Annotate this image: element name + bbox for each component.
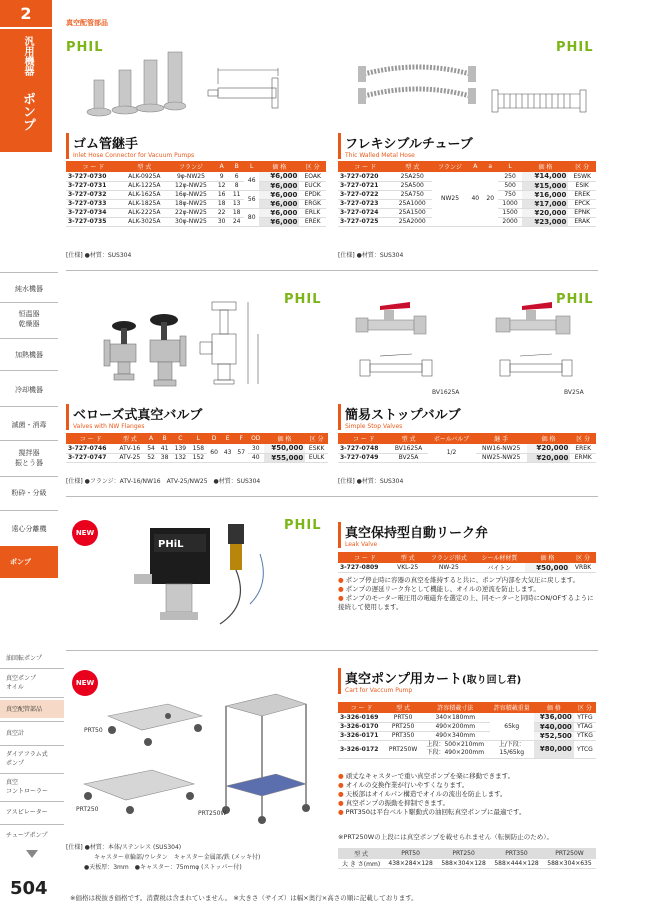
hose-subtitle: Inlet Hose Connector for Vacuum Pumps <box>73 152 195 159</box>
stop-valve-image-2 <box>490 296 580 344</box>
leak-table <box>338 552 596 573</box>
table-header: コ ー ド <box>338 161 392 172</box>
table-header: A <box>468 161 483 172</box>
sidebar-item-centrifuge[interactable]: 遠心分離機 <box>11 525 47 533</box>
brand-logo: PHIL <box>66 40 104 55</box>
table-header: 型 式 <box>392 161 432 172</box>
list-item: ● ポンプの遅延リーク弁として機能し、オイルの逆流を防止します。 <box>338 585 600 594</box>
table-row: 3-727-0731 ALK-1225A 12φ-NW25 12 8 ¥6,000 EUCK <box>66 181 326 190</box>
table-header: コ ー ド <box>66 433 115 444</box>
table-header: 許容積載寸法 <box>421 702 489 713</box>
table-row: 3-326-0171 PRT350 490×340mm ¥52,500 YTKG <box>338 731 596 740</box>
subnav-pump-oil[interactable]: 真空ポンプ オイル <box>6 675 37 691</box>
table-header: PRT50 <box>384 848 437 859</box>
cart-label-prt50: PRT50 <box>84 727 103 734</box>
table-header: 価 格 <box>534 702 574 713</box>
stop-valve-label-1: BV1625A <box>432 389 460 396</box>
table-row: 3-727-0720 25A250 NW25 40 20 250 ¥14,000 ESWK <box>338 172 596 181</box>
leak-features <box>338 576 600 612</box>
table-header: 価 格 <box>259 161 299 172</box>
cart-image-prt50 <box>98 686 208 752</box>
svg-text:PHiL: PHiL <box>158 539 184 550</box>
brand-logo: PHIL <box>284 518 322 533</box>
sidebar-item-pure-water[interactable]: 純水機器 <box>15 285 43 293</box>
table-header: 価 格 <box>527 433 571 444</box>
table-header: 継 手 <box>476 433 527 444</box>
stop-valve-drawings <box>350 346 590 386</box>
table-header: フランジ <box>168 161 214 172</box>
table-header: E <box>221 433 235 444</box>
list-item: ● オイルの交換作業が行いやすくなります。 <box>338 781 600 790</box>
new-badge: NEW <box>72 670 98 696</box>
table-header: 型 式 <box>115 433 144 444</box>
table-header: PRT250W <box>543 848 596 859</box>
bellows-spec: [仕様] ●フランジ：ATV-16/NW16 ATV-25/NW25 ●材質：SUS304 <box>66 478 261 485</box>
cart-features <box>338 772 600 817</box>
stop-valve-image-1 <box>350 296 440 344</box>
table-header: 型 式 <box>385 702 421 713</box>
table-row: 3-727-0735 ALK-3025A 30φ-NW25 30 24 ¥6,000 EREK <box>66 217 326 226</box>
subnav-gauge[interactable]: 真空計 <box>6 729 25 737</box>
new-badge: NEW <box>72 520 98 546</box>
table-header: L <box>189 433 207 444</box>
table-header: ボールバルブ <box>428 433 476 444</box>
sidebar-item-grinding[interactable]: 粉砕・分級 <box>11 489 47 497</box>
table-header: 区 分 <box>299 161 326 172</box>
footer-note: ※価格は税抜き価格です。消費税は含まれていません。 ※大きさ（サイズ）は幅×奥行×高さの順に記載しております。 <box>70 894 418 902</box>
table-row: 3-326-0172 PRT250W 上段：500×210mm 下段：490×200mm 上/下段： 15/65kg ¥80,000 YTCG <box>338 740 596 758</box>
table-header: 区 分 <box>570 433 596 444</box>
bellows-valve-image <box>96 300 192 396</box>
hose-title: ゴム管継手 <box>73 137 139 152</box>
table-header: 型 式 <box>389 433 427 444</box>
flex-table <box>338 161 596 227</box>
subnav-aspirator[interactable]: アスピレーター <box>6 808 48 816</box>
list-item: ● ポンプのモーター電圧用の電磁弁を選定の上、同モーターと同時にON/OFするように接続して使用します。 <box>338 594 600 612</box>
table-row: 3-727-0734 ALK-2225A 22φ-NW25 22 18 80 ¥6,000 ERLK <box>66 208 326 217</box>
stop-subtitle: Simple Stop Valves <box>345 423 403 430</box>
category-vertical: 汎用機器 <box>22 36 33 76</box>
table-row: 3-727-0725 25A2000 2000 ¥23,000 ERAK <box>338 217 596 226</box>
sidebar-item-cooling[interactable]: 冷却機器 <box>15 386 43 394</box>
table-row: 3-727-0732 ALK-1625A 16φ-NW25 16 11 56 ¥6,000 EPDK <box>66 190 326 199</box>
flexible-tube-image <box>358 52 478 122</box>
table-header: 価 格 <box>522 161 568 172</box>
table-header: 型 式 <box>121 161 168 172</box>
chevron-down-icon[interactable] <box>26 850 38 858</box>
stop-table <box>338 433 596 463</box>
table-header: A <box>214 161 229 172</box>
hose-connector-drawing <box>196 48 288 118</box>
cart-spec-1: [仕様] ●材質：本体/ステンレス (SUS304) <box>66 844 182 851</box>
table-header: PRT350 <box>490 848 543 859</box>
table-header: コ ー ド <box>338 433 389 444</box>
subnav-controller[interactable]: 真空 コントローラー <box>6 779 49 795</box>
table-row: 3-326-0169 PRT50 340×180mm 65kg ¥36,000 YTFG <box>338 713 596 722</box>
table-header: L <box>244 161 259 172</box>
brand-logo: PHIL <box>284 292 322 307</box>
table-header: 価 格 <box>525 552 571 563</box>
table-header: フランジ <box>432 161 468 172</box>
subnav-piping-parts[interactable]: 真空配管部品 <box>0 700 64 718</box>
cart-size-table <box>338 848 596 869</box>
table-row: 3-727-0746 ATV-16 54 41 139 158 60 43 57 30 ¥50,000 ESKK <box>66 444 328 453</box>
hose-spec: [仕様] ●材質：SUS304 <box>66 252 132 259</box>
flex-title: フレキシブルチューブ <box>345 137 473 152</box>
table-header: PRT250 <box>437 848 490 859</box>
cart-image-prt250w <box>206 686 316 826</box>
table-header: コ ー ド <box>66 161 121 172</box>
table-row: 3-727-0722 25A750 750 ¥16,000 EREK <box>338 190 596 199</box>
chapter-number: 2 <box>0 4 52 29</box>
cart-label-prt250: PRT250 <box>76 806 99 813</box>
table-header: 許容積載重量 <box>490 702 534 713</box>
table-header: 型 式 <box>392 552 424 563</box>
table-header: 型 式 <box>338 848 384 859</box>
bellows-subtitle: Valves with NW Flanges <box>73 423 145 430</box>
table-header: 区 分 <box>574 702 596 713</box>
table-header: B <box>229 161 244 172</box>
cart-spec-3: ●天板厚：3mm ●キャスター：75mmφ (ストッパー付) <box>84 864 242 871</box>
table-row: 3-727-0747 ATV-25 52 38 132 152 40 ¥55,000 EULK <box>66 453 328 462</box>
table-header: a <box>483 161 498 172</box>
bellows-table <box>66 433 328 463</box>
table-row: 3-727-0730 ALK-0925A 9φ-NW25 9 6 46 ¥6,000 EOAK <box>66 172 326 181</box>
cart-table <box>338 702 596 759</box>
table-header: OD <box>248 433 264 444</box>
pump-vertical: ポンプ <box>20 92 35 131</box>
table-header: 価 格 <box>264 433 306 444</box>
leak-title: 真空保持型自動リーク弁 <box>345 526 489 541</box>
table-header: シール材材質 <box>474 552 525 563</box>
sidebar-item-heating[interactable]: 加熱機器 <box>15 351 43 359</box>
hose-table <box>66 161 326 227</box>
flex-subtitle: Thic Walled Metal Hose <box>345 152 415 159</box>
sidebar-item-stirrer[interactable]: 撹拌器 振とう器 <box>15 449 43 467</box>
list-item: ● ポンプ停止時に容器の真空を維持すると共に、ポンプ内部を大気圧に戻します。 <box>338 576 600 585</box>
cart-title: 真空ポンプ用カート(取り回し君) <box>345 672 522 687</box>
table-header: コ ー ド <box>338 552 392 563</box>
table-header: 区 分 <box>305 433 328 444</box>
leak-subtitle: Leak Valve <box>345 541 378 548</box>
table-header: L <box>498 161 523 172</box>
section-header: 真空配管部品 <box>66 19 108 27</box>
cart-spec-2: キャスター車輪部/ウレタン キャスター金属部/鉄 (メッキ付) <box>94 854 261 861</box>
table-header: 区 分 <box>570 552 596 563</box>
list-item: ● PRT350は平台ベルト駆動式の油回転真空ポンプに最適です。 <box>338 808 600 817</box>
brand-logo: PHIL <box>556 40 594 55</box>
table-header: F <box>234 433 248 444</box>
brand-logo: PHIL <box>556 292 594 307</box>
leak-valve-image <box>110 514 280 638</box>
table-row: 3-727-0749 BV25A NW25-NW25 ¥20,000 ERMK <box>338 453 596 462</box>
table-row: 大 き さ(mm) 438×284×128 588×304×128 588×444×128 588×304×635 <box>338 859 596 869</box>
stop-title: 簡易ストップバルブ <box>345 408 461 423</box>
page-number: 504 <box>10 878 48 899</box>
subnav-rotary-pump[interactable]: 油回転ポンプ <box>6 654 43 662</box>
table-row: 3-727-0748 BV1625A 1/2 NW16-NW25 ¥20,000 EREK <box>338 444 596 453</box>
sidebar-item-incubator[interactable]: 恒温器 乾燥器 <box>18 310 40 328</box>
list-item: ● 真空ポンプの振動を抑制できます。 <box>338 799 600 808</box>
table-row: 3-727-0809 VKL-25 NW-25 バイトン ¥50,000 VRBK <box>338 563 596 573</box>
flexible-tube-drawing <box>484 80 594 120</box>
subnav-diaphragm[interactable]: ダイアフラム式 ポンプ <box>6 751 48 767</box>
stop-valve-label-2: BV25A <box>564 389 584 396</box>
list-item: ● 天板部はオイルパン構造でオイルの流出を防止します。 <box>338 790 600 799</box>
table-header: C <box>171 433 189 444</box>
table-header: A <box>144 433 158 444</box>
flex-spec: [仕様] ●材質：SUS304 <box>338 252 404 259</box>
bellows-valve-drawing <box>198 298 278 390</box>
subnav-tube-pump[interactable]: チューブポンプ <box>6 831 48 839</box>
sidebar-item-pump[interactable]: ポンプ <box>0 546 58 578</box>
cart-label-prt250w: PRT250W <box>198 810 227 817</box>
sidebar-item-sterilize[interactable]: 滅菌・消毒 <box>11 421 47 429</box>
table-header: B <box>158 433 172 444</box>
table-header: 区 分 <box>568 161 596 172</box>
bellows-title: ベローズ式真空バルブ <box>73 408 203 423</box>
list-item: ● 頑丈なキャスターで重い真空ポンプを楽に移動できます。 <box>338 772 600 781</box>
table-row: 3-727-0721 25A500 500 ¥15,000 ESIK <box>338 181 596 190</box>
table-row: 3-727-0724 25A1500 1500 ¥20,000 EPNK <box>338 208 596 217</box>
table-row: 3-727-0723 25A1000 1000 ¥17,000 EPCK <box>338 199 596 208</box>
table-header: コ ー ド <box>338 702 385 713</box>
table-row: 3-326-0170 PRT250 490×200mm ¥40,000 YTAG <box>338 722 596 731</box>
cart-warning: ※PRT250Wの上段には真空ポンプを載せられません（転倒防止のため）。 <box>338 833 553 841</box>
table-header: D <box>207 433 221 444</box>
cart-subtitle: Cart for Vaccum Pump <box>345 687 413 694</box>
stop-spec: [仕様] ●材質：SUS304 <box>338 478 404 485</box>
table-row: 3-727-0733 ALK-1825A 18φ-NW25 18 13 ¥6,000 ERGK <box>66 199 326 208</box>
table-header: フランジ形式 <box>424 552 475 563</box>
hose-connector-image <box>86 42 186 122</box>
